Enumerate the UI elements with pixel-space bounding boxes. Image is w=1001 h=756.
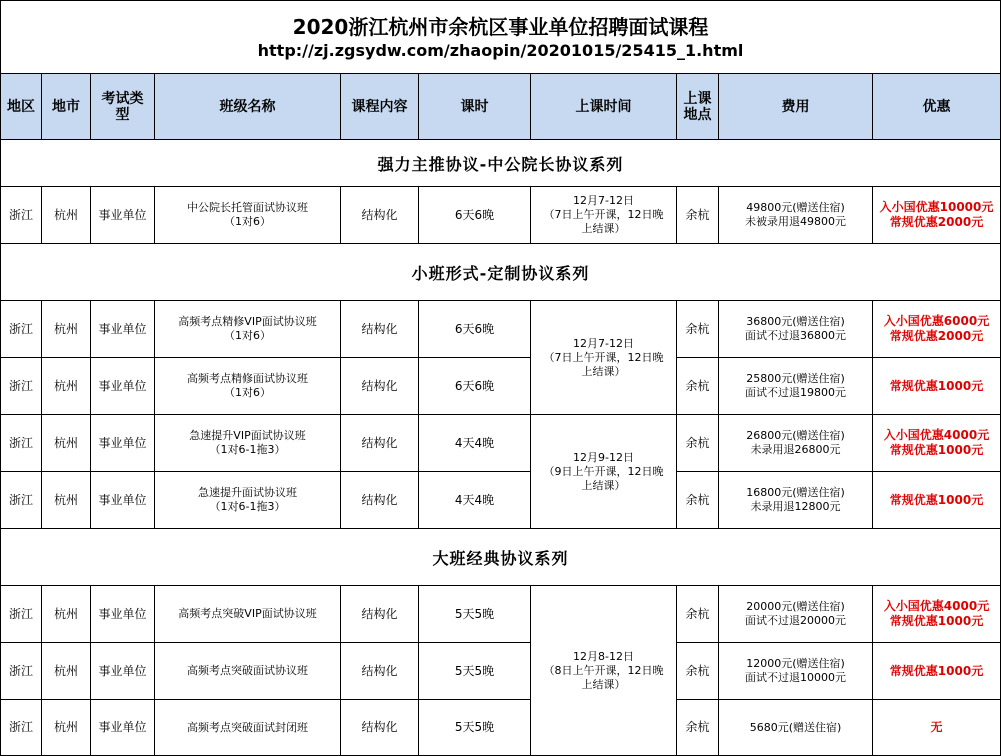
course-content-cell: 结构化 [341, 586, 419, 643]
class-time-cell: 12月9-12日 （9日上午开课，12日晚 上结课） [531, 415, 677, 529]
exam-type-cell: 事业单位 [91, 187, 155, 244]
region-cell: 浙江 [1, 187, 42, 244]
fee-cell: 49800元(赠送住宿) 未被录用退49800元 [719, 187, 873, 244]
title-block [1, 1, 1000, 74]
exam-type-cell: 事业单位 [91, 415, 155, 472]
course-content-cell: 结构化 [341, 187, 419, 244]
class-place-cell: 余杭 [677, 700, 719, 755]
header-city: 地市 [42, 74, 91, 140]
discount-cell: 入小国优惠4000元 常规优惠1000元 [873, 586, 1000, 643]
fee-cell: 16800元(赠送住宿) 未录用退12800元 [719, 472, 873, 529]
class-place-cell: 余杭 [677, 586, 719, 643]
hours-cell: 6天6晚 [419, 358, 531, 415]
course-content-cell: 结构化 [341, 700, 419, 755]
hours-cell: 4天4晚 [419, 415, 531, 472]
course-content-cell: 结构化 [341, 415, 419, 472]
fee-cell: 5680元(赠送住宿) [719, 700, 873, 755]
class-name-cell: 高频考点精修VIP面试协议班 （1对6） [155, 301, 341, 358]
region-cell: 浙江 [1, 643, 42, 700]
course-content-cell: 结构化 [341, 472, 419, 529]
fee-cell: 26800元(赠送住宿) 未录用退26800元 [719, 415, 873, 472]
section-title: 小班形式-定制协议系列 [1, 244, 1000, 301]
city-cell: 杭州 [42, 415, 91, 472]
header-content: 课程内容 [341, 74, 419, 140]
city-cell: 杭州 [42, 586, 91, 643]
discount-cell: 入小国优惠4000元 常规优惠1000元 [873, 415, 1000, 472]
discount-cell: 入小国优惠10000元 常规优惠2000元 [873, 187, 1000, 244]
region-cell: 浙江 [1, 415, 42, 472]
class-name-cell: 急速提升VIP面试协议班 （1对6-1拖3） [155, 415, 341, 472]
hours-cell: 4天4晚 [419, 472, 531, 529]
class-time-cell: 12月7-12日 （7日上午开课，12日晚 上结课） [531, 187, 677, 244]
page-title: 2020浙江杭州市余杭区事业单位招聘面试课程 [292, 15, 709, 39]
course-content-cell: 结构化 [341, 643, 419, 700]
header-region: 地区 [1, 74, 42, 140]
exam-type-cell: 事业单位 [91, 586, 155, 643]
class-place-cell: 余杭 [677, 301, 719, 358]
header-exam-type: 考试类 型 [91, 74, 155, 140]
class-name-cell: 急速提升面试协议班 （1对6-1拖3） [155, 472, 341, 529]
class-name-cell: 中公院长托管面试协议班 （1对6） [155, 187, 341, 244]
class-place-cell: 余杭 [677, 472, 719, 529]
class-place-cell: 余杭 [677, 415, 719, 472]
region-cell: 浙江 [1, 472, 42, 529]
class-place-cell: 余杭 [677, 187, 719, 244]
section-title: 强力主推协议-中公院长协议系列 [1, 141, 1000, 187]
fee-cell: 25800元(赠送住宿) 面试不过退19800元 [719, 358, 873, 415]
exam-type-cell: 事业单位 [91, 358, 155, 415]
class-name-cell: 高频考点精修面试协议班 （1对6） [155, 358, 341, 415]
class-name-cell: 高频考点突破面试协议班 [155, 643, 341, 700]
header-fee: 费用 [719, 74, 873, 140]
class-name-cell: 高频考点突破面试封闭班 [155, 700, 341, 755]
discount-cell: 常规优惠1000元 [873, 358, 1000, 415]
header-hours: 课时 [419, 74, 531, 140]
course-content-cell: 结构化 [341, 358, 419, 415]
city-cell: 杭州 [42, 187, 91, 244]
header-time: 上课时间 [531, 74, 677, 140]
hours-cell: 5天5晚 [419, 643, 531, 700]
region-cell: 浙江 [1, 586, 42, 643]
discount-cell: 常规优惠1000元 [873, 472, 1000, 529]
section-title: 大班经典协议系列 [1, 529, 1000, 586]
class-name-cell: 高频考点突破VIP面试协议班 [155, 586, 341, 643]
city-cell: 杭州 [42, 472, 91, 529]
discount-cell: 入小国优惠6000元 常规优惠2000元 [873, 301, 1000, 358]
city-cell: 杭州 [42, 700, 91, 755]
class-time-cell: 12月8-12日 （8日上午开课，12日晚 上结课） [531, 586, 677, 755]
discount-cell: 常规优惠1000元 [873, 643, 1000, 700]
header-class-name: 班级名称 [155, 74, 341, 140]
fee-cell: 12000元(赠送住宿) 面试不过退10000元 [719, 643, 873, 700]
source-url: http://zj.zgsydw.com/zhaopin/20201015/25415_1.html [257, 41, 744, 60]
exam-type-cell: 事业单位 [91, 643, 155, 700]
region-cell: 浙江 [1, 700, 42, 755]
city-cell: 杭州 [42, 643, 91, 700]
hours-cell: 6天6晚 [419, 187, 531, 244]
exam-type-cell: 事业单位 [91, 472, 155, 529]
class-time-cell: 12月7-12日 （7日上午开课，12日晚 上结课） [531, 301, 677, 415]
city-cell: 杭州 [42, 358, 91, 415]
header-place: 上课 地点 [677, 74, 719, 140]
class-place-cell: 余杭 [677, 643, 719, 700]
course-content-cell: 结构化 [341, 301, 419, 358]
class-place-cell: 余杭 [677, 358, 719, 415]
fee-cell: 20000元(赠送住宿) 面试不过退20000元 [719, 586, 873, 643]
hours-cell: 5天5晚 [419, 700, 531, 755]
exam-type-cell: 事业单位 [91, 301, 155, 358]
region-cell: 浙江 [1, 358, 42, 415]
city-cell: 杭州 [42, 301, 91, 358]
discount-cell: 无 [930, 720, 943, 734]
region-cell: 浙江 [1, 301, 42, 358]
hours-cell: 6天6晚 [419, 301, 531, 358]
header-discount: 优惠 [873, 74, 1000, 140]
exam-type-cell: 事业单位 [91, 700, 155, 755]
hours-cell: 5天5晚 [419, 586, 531, 643]
fee-cell: 36800元(赠送住宿) 面试不过退36800元 [719, 301, 873, 358]
